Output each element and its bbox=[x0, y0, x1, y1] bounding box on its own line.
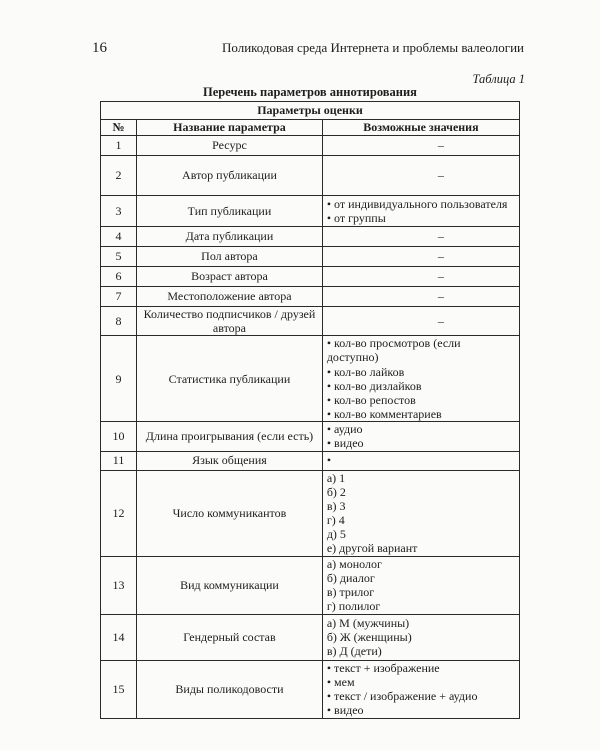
value-dash: – bbox=[437, 314, 444, 329]
values-list bbox=[327, 471, 515, 556]
column-header-number: № bbox=[101, 120, 137, 136]
page-header bbox=[92, 39, 524, 57]
value-item: г) 4 bbox=[326, 513, 345, 528]
possible-values bbox=[322, 422, 519, 451]
table-row bbox=[101, 247, 520, 267]
value-item: • кол-во лайков bbox=[326, 364, 405, 379]
parameter-name: Количество подписчиков / друзей автора bbox=[137, 307, 323, 336]
page-number: 16 bbox=[92, 40, 107, 56]
possible-values bbox=[322, 451, 519, 470]
parameters-table bbox=[100, 101, 520, 719]
parameter-name: Виды поликодовости bbox=[137, 660, 323, 718]
value-dash: – bbox=[437, 138, 444, 153]
values-list bbox=[327, 661, 515, 718]
possible-values bbox=[322, 156, 519, 196]
row-number: 9 bbox=[101, 336, 137, 422]
values-list bbox=[327, 616, 515, 658]
row-number: 3 bbox=[101, 196, 137, 227]
values-list bbox=[327, 557, 515, 614]
possible-values bbox=[322, 470, 519, 556]
value-item: б) диалог bbox=[326, 570, 375, 585]
value-item: а) 1 bbox=[326, 470, 346, 485]
row-number: 11 bbox=[101, 451, 137, 470]
possible-values bbox=[322, 267, 519, 287]
value-item: • мем bbox=[326, 674, 355, 689]
values-list bbox=[327, 197, 515, 225]
value-item: в) трилог bbox=[326, 585, 375, 599]
parameter-name: Возраст автора bbox=[137, 267, 323, 287]
table-row bbox=[101, 156, 520, 196]
table-caption: Перечень параметров аннотирования bbox=[203, 85, 417, 99]
value-item: • кол-во комментариев bbox=[326, 407, 442, 422]
possible-values bbox=[322, 614, 519, 660]
value-item: а) М (мужчины) bbox=[326, 615, 410, 630]
parameter-name: Число коммуникантов bbox=[137, 470, 323, 556]
value-item: б) Ж (женщины) bbox=[326, 629, 412, 644]
row-number: 2 bbox=[101, 156, 137, 196]
table-body bbox=[101, 136, 520, 719]
value-item: д) 5 bbox=[326, 527, 346, 542]
value-item: г) полилог bbox=[326, 599, 381, 614]
row-number: 14 bbox=[101, 614, 137, 660]
row-number: 15 bbox=[101, 660, 137, 718]
table-row bbox=[101, 451, 520, 470]
values-list bbox=[327, 422, 515, 450]
table-row bbox=[101, 556, 520, 614]
value-item: в) 3 bbox=[326, 498, 346, 513]
values-list bbox=[327, 453, 515, 467]
possible-values bbox=[322, 336, 519, 422]
value-item: • кол-во дизлайков bbox=[326, 378, 422, 393]
table-row bbox=[101, 267, 520, 287]
value-item: • видео bbox=[326, 436, 364, 451]
possible-values bbox=[322, 136, 519, 156]
value-item: • от индивидуального пользователя bbox=[326, 196, 508, 211]
possible-values bbox=[322, 196, 519, 227]
running-title: Поликодовая среда Интернета и проблемы валеологии bbox=[221, 40, 524, 55]
value-dash: – bbox=[437, 168, 444, 183]
table-row bbox=[101, 614, 520, 660]
table-row bbox=[101, 196, 520, 227]
value-dash: – bbox=[437, 289, 444, 304]
possible-values bbox=[322, 227, 519, 247]
table-row bbox=[101, 336, 520, 422]
table-row bbox=[101, 422, 520, 451]
row-number: 6 bbox=[101, 267, 137, 287]
parameter-name: Автор публикации bbox=[137, 156, 323, 196]
table-row bbox=[101, 287, 520, 307]
parameter-name: Пол автора bbox=[137, 247, 323, 267]
parameter-name: Ресурс bbox=[137, 136, 323, 156]
value-item: а) монолог bbox=[326, 556, 382, 571]
table-row bbox=[101, 660, 520, 718]
value-item: е) другой вариант bbox=[326, 541, 418, 556]
parameter-name: Язык общения bbox=[137, 451, 323, 470]
possible-values bbox=[322, 556, 519, 614]
row-number: 13 bbox=[101, 556, 137, 614]
value-item: • аудио bbox=[326, 422, 363, 437]
value-item: • кол-во просмотров (если доступно) bbox=[326, 336, 461, 365]
parameter-name: Длина проигрывания (если есть) bbox=[137, 422, 323, 451]
parameter-name: Статистика публикации bbox=[137, 336, 323, 422]
value-item: • видео bbox=[326, 703, 364, 718]
value-dash: – bbox=[437, 229, 444, 244]
possible-values bbox=[322, 287, 519, 307]
value-item: • кол-во репостов bbox=[326, 392, 416, 407]
parameter-name: Дата публикации bbox=[137, 227, 323, 247]
column-header-values: Возможные значения bbox=[322, 120, 519, 136]
table-row bbox=[101, 470, 520, 556]
row-number: 8 bbox=[101, 307, 137, 336]
possible-values bbox=[322, 660, 519, 718]
column-header-name: Название параметра bbox=[137, 120, 323, 136]
value-item: в) Д (дети) bbox=[326, 644, 382, 659]
value-item: • от группы bbox=[326, 211, 386, 225]
table-row bbox=[101, 136, 520, 156]
parameter-name: Местоположение автора bbox=[137, 287, 323, 307]
value-dash: – bbox=[437, 269, 444, 284]
parameter-name: Гендерный состав bbox=[137, 614, 323, 660]
parameter-name: Вид коммуникации bbox=[137, 556, 323, 614]
value-item: б) 2 bbox=[326, 484, 346, 499]
row-number: 1 bbox=[101, 136, 137, 156]
row-number: 7 bbox=[101, 287, 137, 307]
value-item: • bbox=[326, 453, 332, 468]
row-number: 12 bbox=[101, 470, 137, 556]
values-list bbox=[327, 336, 515, 421]
possible-values bbox=[322, 307, 519, 336]
table-row bbox=[101, 227, 520, 247]
value-item: • текст + изображение bbox=[326, 660, 440, 675]
table-row bbox=[101, 307, 520, 336]
value-dash: – bbox=[437, 249, 444, 264]
table-label: Таблица 1 bbox=[472, 72, 525, 86]
possible-values bbox=[322, 247, 519, 267]
row-number: 5 bbox=[101, 247, 137, 267]
value-item: • текст / изображение + аудио bbox=[326, 689, 478, 703]
row-number: 4 bbox=[101, 227, 137, 247]
row-number: 10 bbox=[101, 422, 137, 451]
parameter-name: Тип публикации bbox=[137, 196, 323, 227]
group-header: Параметры оценки bbox=[101, 102, 520, 120]
